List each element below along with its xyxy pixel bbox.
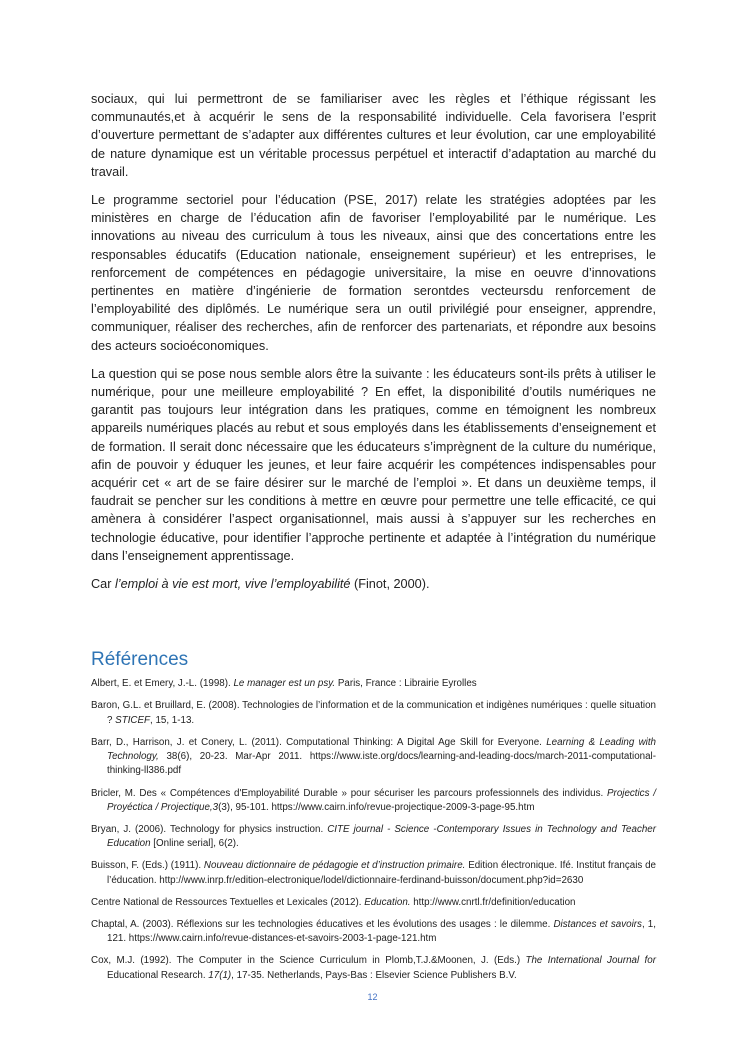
- body-text: [91, 90, 656, 593]
- reference-entry: [91, 859, 656, 887]
- text-run: La question qui se pose nous semble alors être la suivante : les éducateurs sont-ils prêts à utiliser le numérique, pour une meilleure employabilité ? En effet, la disponibilité d’outils numériques ne garantit pas toujours leur intégration dans les pratiques, comme en témoignent les nombreux appareils numériques placés au rebut et sous employés dans les établissements d’enseignement et de formation. Il serait donc nécessaire que les éducateurs s’imprègnent de la culture du numérique, afin de pouvoir y éduquer les jeunes, et leur faire acquérir les compétences indispensables pour acquérir cet « art de se faire désirer sur le marché de l’emploi ». Et dans un deuxième temps, il faudrait se pencher sur les conditions à mettre en œuvre pour permettre une telle efficacité, ce qui amènera à considérer l’aspect organisationnel, mais aussi à s’appuyer sur les recherches en technologie éducative, pour identifier l’approche pertinente et adaptée à l’intégration du numérique dans l’enseignement apprentissage.: [91, 366, 656, 563]
- body-paragraph: [91, 365, 656, 565]
- italic-text: Education.: [364, 896, 411, 908]
- italic-text: STICEF: [115, 714, 151, 726]
- text-run: Cox, M.J. (1992). The Computer in the Science Curriculum in Plomb,T.J.&Moonen, J. (Eds.): [91, 955, 526, 967]
- text-run: Bryan, J. (2006). Technology for physics instruction.: [91, 823, 328, 835]
- reference-entry: [91, 918, 656, 946]
- reference-entry: [91, 823, 656, 851]
- text-run: Le programme sectoriel pour l’éducation (PSE, 2017) relate les stratégies adoptées par les ministères en charge de l’éducation afin de favoriser l’employabilité par le numérique. Les innovations au niveau des curriculum à tous les niveaux, ainsi que des concertations entre les responsables éducatifs (Education nationale, enseignement supérieur) et les entreprises, le renforcement de compétences en pédagogie universitaire, la mise en oeuvre d’innovations pertinentes en matière d’ingénierie de formation serontdes vecteursdu renforcement de l’employabilité des diplômés. Le numérique sera un outil privilégié pour enseigner, apprendre, communiquer, réaliser des recherches, afin de renforcer des partenariats, et répondre aux besoins des acteurs socioéconomiques.: [91, 193, 656, 353]
- text-run: , 15, 1-13.: [150, 714, 195, 726]
- text-run: 38(6), 20-23. Mar-Apr 2011. https://www.iste.org/docs/learning-and-leading-docs/march-2011-computational-thinking-ll386.pdf: [107, 751, 656, 777]
- italic-text: Nouveau dictionnaire de pédagogie et d’instruction primaire.: [203, 860, 466, 872]
- text-run: Baron, G.L. et Bruillard, E. (2008). Technologies de l’information et de la communication et indigènes numériques : quelle situation ?: [91, 700, 656, 726]
- reference-entry: [91, 677, 656, 691]
- italic-text: Learning & Leading with Technology,: [107, 736, 656, 763]
- text-run: Buisson, F. (Eds.) (1911).: [91, 860, 204, 872]
- italic-text: The International Journal for: [525, 955, 656, 967]
- italic-text: Le manager est un psy.: [233, 678, 336, 690]
- body-paragraph: [91, 575, 656, 593]
- text-run: Centre National de Ressources Textuelles et Lexicales (2012).: [91, 896, 365, 908]
- body-paragraph: [91, 191, 656, 355]
- text-run: , 17-35. Netherlands, Pays-Bas : Elsevier Science Publishers B.V.: [231, 969, 517, 981]
- text-run: Bricler, M. Des « Compétences d'Employabilité Durable » pour sécuriser les parcours professionnels des individus.: [91, 787, 608, 799]
- text-run: (3), 95-101. https://www.cairn.info/revue-projectique-2009-3-page-95.htm: [218, 801, 535, 813]
- reference-entry: [91, 896, 656, 910]
- text-run: [Online serial], 6(2).: [150, 838, 239, 850]
- text-run: Albert, E. et Emery, J.-L. (1998).: [91, 678, 234, 690]
- italic-text: Projectics / Proyéctica / Projectique,3: [107, 787, 656, 813]
- page-number: 12: [367, 992, 378, 1002]
- italic-text: Distances et savoirs: [553, 918, 642, 930]
- text-run: Edition électronique. Ifé. Institut français de l’éducation. http://www.inrp.fr/edition-electronique/lodel/dictionnaire-ferdinand-buisson/document.php?id=2630: [107, 860, 657, 886]
- text-run: http://www.cnrtl.fr/definition/education: [410, 896, 576, 908]
- italic-text: 17(1): [208, 969, 232, 981]
- italic-text: l’emploi à vie est mort, vive l’employabilité: [114, 577, 351, 592]
- text-run: sociaux, qui lui permettront de se familiariser avec les règles et l’éthique régissant les communautés,et à acquérir le sens de la responsabilité individuelle. Cela favorisera l’esprit d’ouverture permettant de s’adapter aux différentes cultures et leur évolution, car une employabilité de nature dynamique est un véritable processus perpétuel et interactif d’adaptation au marché du travail.: [91, 92, 656, 179]
- text-run: Paris, France : Librairie Eyrolles: [335, 678, 477, 690]
- italic-text: CITE journal - Science -Contemporary Issues in Technology and Teacher Education: [107, 823, 656, 850]
- reference-entry: [91, 736, 656, 779]
- text-run: (Finot, 2000).: [350, 577, 430, 592]
- text-run: Barr, D., Harrison, J. et Conery, L. (2011). Computational Thinking: A Digital Age Skill for Everyone.: [91, 736, 547, 748]
- reference-entry: [91, 699, 656, 727]
- text-run: , 1, 121. https://www.cairn.info/revue-distances-et-savoirs-2003-1-page-121.htm: [107, 918, 656, 945]
- text-run: Educational Research.: [107, 969, 209, 981]
- page-content: [91, 90, 656, 991]
- text-run: Chaptal, A. (2003). Réflexions sur les technologies éducatives et les évolutions des usages : le dilemme.: [91, 918, 554, 930]
- references-heading: Références: [91, 649, 189, 671]
- references-list: [91, 677, 656, 982]
- reference-entry: [91, 787, 656, 815]
- text-run: Car: [91, 577, 115, 592]
- body-paragraph: [91, 90, 656, 181]
- reference-entry: [91, 954, 656, 982]
